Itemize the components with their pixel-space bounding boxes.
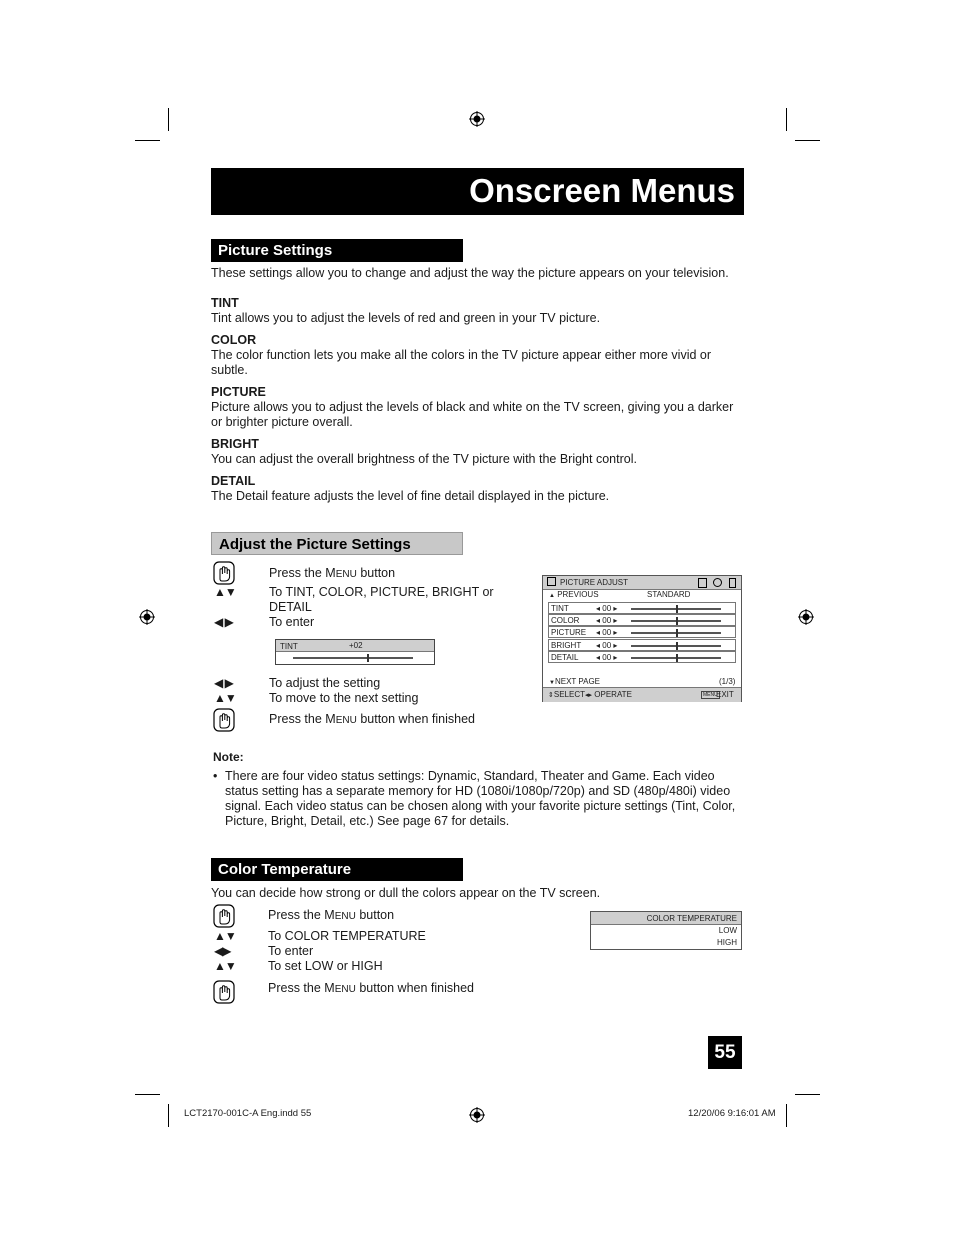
term-desc: The color function lets you make all the colors in the TV picture appear either more vivid or subtle. (211, 348, 712, 377)
term-detail: DETAIL (211, 474, 256, 488)
step-press-menu: Press the MENU button (268, 908, 395, 922)
up-down-arrow-icon: ▲▼ (214, 585, 236, 599)
osd-page-indicator: (1/3) (719, 677, 736, 686)
left-right-arrow-icon: ◀▶ (214, 944, 231, 958)
osd-row-picture[interactable]: PICTURE ◂ 00 ▸ (548, 626, 736, 638)
menu-button-hand-icon (213, 904, 235, 928)
crop-mark (168, 1104, 169, 1127)
osd-row-tint[interactable]: TINT ◂ 00 ▸ (548, 602, 736, 614)
note-text: There are four video status settings: Dynamic, Standard, Theater and Game. Each video status setting has a separate memory for HD (1080i/1080p/720p) and SD (480p/480i) video signal. Each video status can be chosen along with your favorite picture settings (Tint, Color, Picture, Bright, Detail, etc.) See page 67 for details. (225, 769, 736, 828)
section-heading-picture-settings: Picture Settings (211, 239, 463, 262)
note-label: Note: (213, 750, 244, 764)
crop-mark (168, 108, 169, 131)
page-title: Onscreen Menus (469, 172, 735, 209)
step-press-menu-finished: Press the MENU button when finished (269, 712, 475, 726)
term-picture: PICTURE (211, 385, 266, 399)
registration-mark-icon (139, 609, 155, 625)
tint-mini-label: TINT (280, 642, 298, 651)
up-down-arrow-icon: ▲▼ (214, 959, 236, 973)
step-select-setting: To TINT, COLOR, PICTURE, BRIGHT or DETAIL (269, 585, 494, 614)
page-number: 55 (708, 1036, 742, 1069)
picture-adjust-osd (542, 575, 742, 702)
crop-mark (795, 1094, 820, 1095)
section-heading-adjust-picture: Adjust the Picture Settings (211, 532, 463, 555)
step-enter: To enter (269, 615, 315, 629)
menu-chip: MENU (703, 692, 718, 698)
term-desc: The Detail feature adjusts the level of fine detail displayed in the picture. (211, 489, 610, 503)
left-right-arrow-icon: ◀ ▶ (214, 615, 233, 629)
footer-file: LCT2170-001C-A Eng.indd 55 (184, 1108, 312, 1119)
tv-icon (547, 577, 556, 586)
crop-mark (135, 140, 160, 141)
note-bullet: • (213, 769, 218, 783)
term-desc: Picture allows you to adjust the levels of black and white on the TV screen, giving you a darker or brighter picture overall. (211, 400, 734, 429)
step-enter: To enter (268, 944, 314, 958)
color-temp-title: COLOR TEMPERATURE (646, 914, 737, 923)
clock-icon (713, 578, 722, 587)
step-adjust: To adjust the setting (269, 676, 381, 690)
step-press-menu-finished: Press the MENU button when finished (268, 981, 474, 995)
crop-mark (786, 1104, 787, 1127)
term-desc: Tint allows you to adjust the levels of red and green in your TV picture. (211, 311, 601, 325)
osd-exit[interactable]: EXIT (716, 690, 734, 699)
registration-mark-icon (798, 609, 814, 625)
tint-slider-track (293, 657, 413, 659)
color-temp-high[interactable]: HIGH (717, 938, 737, 947)
osd-header: PICTURE ADJUST (543, 576, 741, 590)
step-press-menu: Press the MENU button (269, 566, 396, 580)
step-color-temp: To COLOR TEMPERATURE (268, 929, 426, 943)
osd-next-page[interactable]: ▼NEXT PAGE (549, 677, 601, 686)
osd-row-color[interactable]: COLOR ◂ 00 ▸ (548, 614, 736, 626)
osd-row-detail[interactable]: DETAIL ◂ 00 ▸ (548, 651, 736, 663)
footer-date: 12/20/06 9:16:01 AM (688, 1108, 776, 1119)
registration-mark-icon (469, 1107, 485, 1123)
tint-mini-value: +02 (349, 641, 363, 650)
registration-mark-icon (469, 111, 485, 127)
step-next-setting: To move to the next setting (269, 691, 419, 705)
up-down-arrow-icon: ▲▼ (214, 929, 236, 943)
menu-button-hand-icon (213, 561, 235, 585)
page-title-bar (211, 168, 744, 215)
term-bright: BRIGHT (211, 437, 259, 451)
term-tint: TINT (211, 296, 239, 310)
page-icon (698, 578, 707, 588)
crop-mark (135, 1094, 160, 1095)
osd-row-bright[interactable]: BRIGHT ◂ 00 ▸ (548, 639, 736, 651)
osd-previous[interactable]: ▲ PREVIOUS (549, 590, 599, 599)
menu-button-hand-icon (213, 980, 235, 1004)
crop-mark (786, 108, 787, 131)
left-right-arrow-icon: ◀ ▶ (214, 676, 233, 690)
step-set-low-high: To set LOW or HIGH (268, 959, 383, 973)
section-intro: You can decide how strong or dull the colors appear on the TV screen. (211, 886, 601, 900)
section-intro: These settings allow you to change and adjust the way the picture appears on your television. (211, 266, 729, 280)
color-temp-low[interactable]: LOW (718, 926, 737, 935)
lock-icon (729, 578, 736, 588)
tint-slider-thumb (367, 654, 369, 662)
crop-mark (795, 140, 820, 141)
term-desc: You can adjust the overall brightness of the TV picture with the Bright control. (211, 452, 637, 466)
up-down-arrow-icon: ▲▼ (214, 691, 236, 705)
osd-mode: STANDARD (647, 590, 691, 599)
term-color: COLOR (211, 333, 257, 347)
section-heading-color-temperature: Color Temperature (211, 858, 463, 881)
osd-footer: ⇕SELECT◂▸ OPERATE MENU EXIT (543, 687, 741, 702)
menu-button-hand-icon (213, 708, 235, 732)
color-temperature-osd (590, 911, 742, 950)
tint-mini-osd (275, 639, 435, 665)
